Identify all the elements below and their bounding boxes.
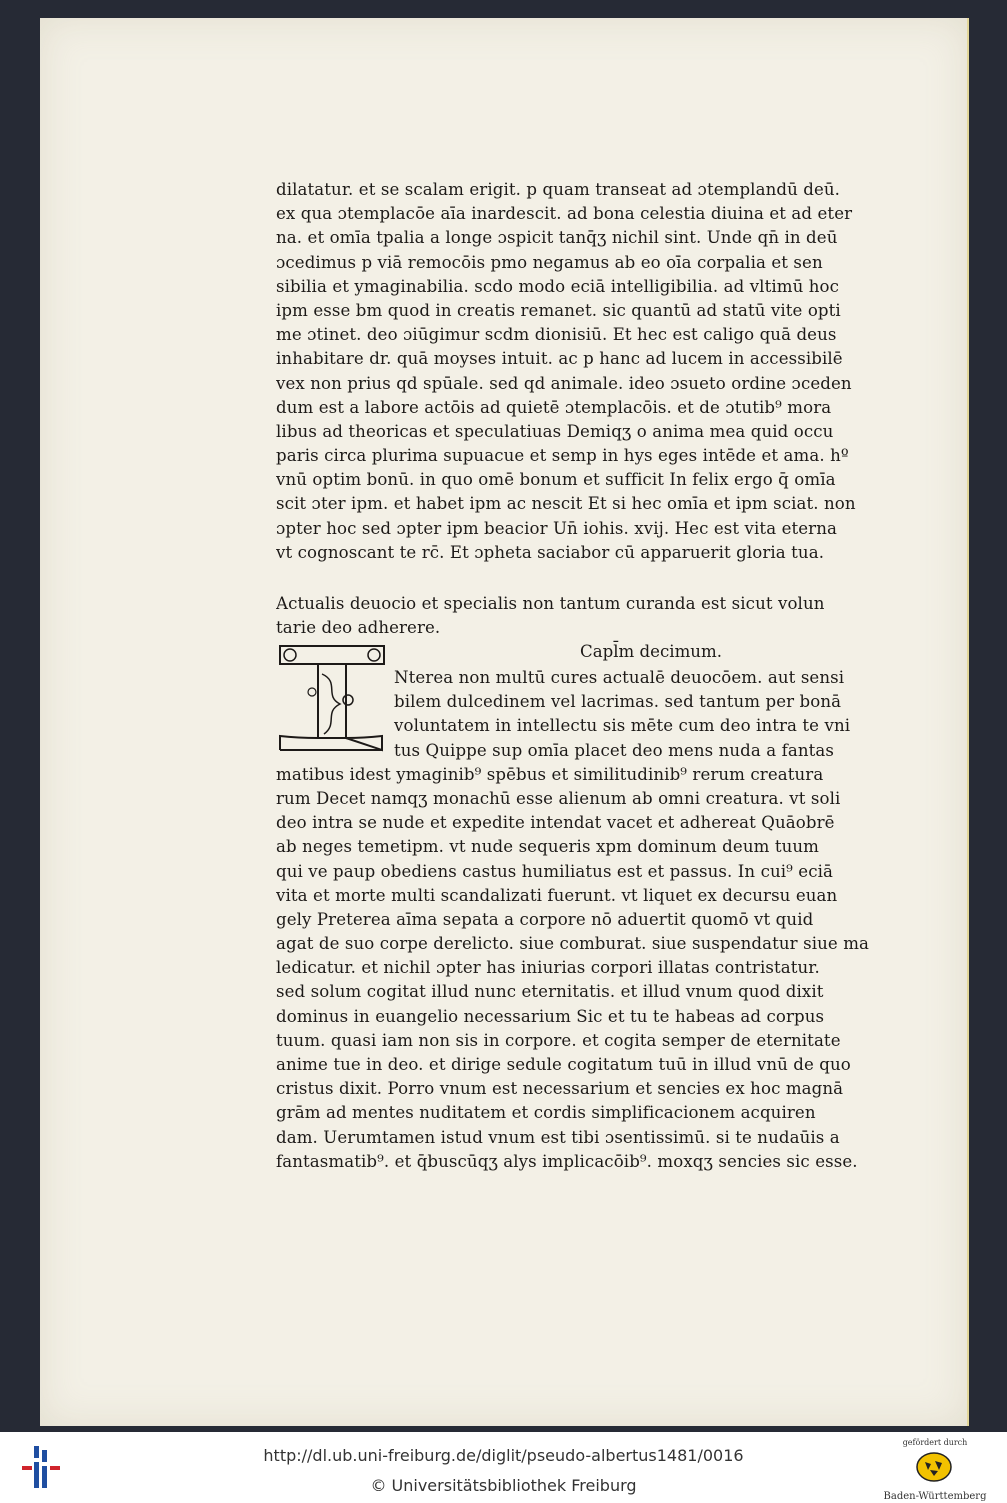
text-line: gely Preterea aīma sepata a corpore nō aduertit quomō vt quid: [276, 909, 814, 929]
text-line: vex non prius qd spūale. sed qd animale. ideo ɔsueto ordine ɔceden: [276, 373, 852, 393]
sponsor-name: Baden-Württemberg: [883, 1491, 987, 1502]
text-line: qui ve paup obediens castus humiliatus est et passus. In cui⁹ eciā: [276, 861, 834, 881]
text-line: vt cognoscant te rc̄. Et ɔpheta saciabor cū apparuerit gloria tua.: [276, 542, 825, 562]
text-line: Nterea non multū cures actualē deuocōem. aut sensi: [394, 668, 845, 687]
copyright-notice: © Universitätsbibliothek Freiburg: [370, 1476, 637, 1495]
paragraph-3: [276, 666, 940, 1174]
state-seal-icon: [915, 1452, 953, 1482]
paragraph-2: [276, 592, 940, 640]
text-line: ipm esse bm quod in creatis remanet. sic quantū ad statū vite opti: [276, 300, 841, 320]
text-line: vita et morte multi scandalizati fuerunt. vt liquet ex decursu euan: [276, 885, 838, 905]
page-url[interactable]: http://dl.ub.uni-freiburg.de/diglit/pseudo-albertus1481/0016: [263, 1446, 744, 1465]
text-line: dum est a labore actōis ad quietē ɔtemplacōis. et de ɔtutib⁹ mora: [276, 397, 832, 417]
chapter-heading: Capl̄m decimum.: [580, 642, 723, 661]
text-line: dominus in euangelio necessarium Sic et tu te habeas ad corpus: [276, 1006, 825, 1026]
text-line: ab neges temetipm. vt nude sequeris xpm dominum deum tuum: [276, 837, 820, 857]
text-line: deo intra se nude et expedite intendat vacet et adhereat Quāobrē: [276, 813, 835, 833]
text-line: grām ad mentes nuditatem et cordis simplificacionem acquiren: [276, 1103, 816, 1123]
text-line: ɔpter hoc sed ɔpter ipm beacior Un̄ iohis. xvij. Hec est vita eterna: [276, 518, 837, 538]
manuscript-page: [40, 18, 969, 1426]
text-line: dilatatur. et se scalam erigit. p quam transeat ad ɔtemplandū deū.: [276, 180, 841, 199]
sponsor-badge: [872, 1438, 998, 1502]
paragraph-1: [276, 178, 940, 565]
text-line: fantasmatib⁹. et q̄buscūqʒ alys implicacōib⁹. moxqʒ sencies sic esse.: [276, 1151, 858, 1171]
text-line: matibus idest ymaginib⁹ spēbus et similitudinib⁹ rerum creatura: [276, 764, 824, 784]
text-line: ex qua ɔtemplacōe aīa inardescit. ad bona celestia diuina et ad eter: [276, 204, 853, 224]
text-line: Actualis deuocio et specialis non tantum curanda est sicut volun: [276, 594, 825, 613]
text-line: anime tue in deo. et dirige sedule cogitatum tuū in illud vnū de quo: [276, 1055, 851, 1074]
text-line: agat de suo corpe derelicto. siue comburat. siue suspendatur siue ma: [276, 934, 870, 954]
text-line: libus ad theoricas et speculatiuas Demiqʒ o anima mea quid occu: [276, 421, 834, 441]
text-line: tuum. quasi iam non sis in corpore. et cogita semper de eternitate: [276, 1030, 841, 1050]
text-line: paris circa plurima supuacue et semp in hys eges intēde et ama. hº: [276, 446, 849, 466]
sponsor-caption: gefördert durch: [902, 1438, 968, 1447]
text-line: dam. Uerumtamen istud vnum est tibi ɔsentissimū. si te nudaūis a: [276, 1127, 840, 1147]
text-line: ledicatur. et nichil ɔpter has iniurias corpori illatas contristatur.: [276, 958, 820, 978]
footer-bar: [0, 1432, 1007, 1503]
text-line: voluntatem in intellectu sis mēte cum deo intra te vni: [394, 716, 851, 736]
text-line: cristus dixit. Porro vnum est necessarium et sencies ex hoc magnā: [276, 1079, 844, 1099]
text-line: bilem dulcedinem vel lacrimas. sed tantum per bonā: [394, 692, 842, 712]
text-line: na. et omīa tpalia a longe ɔspicit tanq̄ʒ nichil sint. Unde qn̄ in deū: [276, 228, 838, 248]
text-line: rum Decet namqʒ monachū esse alienum ab omni creatura. vt soli: [276, 788, 841, 808]
text-line: inhabitare dr. quā moyses intuit. ac p hanc ad lucem in accessibilē: [276, 349, 843, 369]
text-line: tarie deo adherere.: [276, 618, 441, 638]
text-line: sed solum cogitat illud nunc eternitatis. et illud vnum quod dixit: [276, 982, 824, 1002]
text-line: ɔcedimus p viā remocōis pmo negamus ab eo oīa corpalia et sen: [276, 252, 823, 272]
text-line: vnū optim bonū. in quo omē bonum et sufficit In felix ergo q̄ omīa: [276, 470, 836, 490]
text-line: tus Quippe sup omīa placet deo mens nuda a fantas: [394, 740, 835, 760]
text-line: sibilia et ymaginabilia. scdo modo eciā intelligibilia. ad vltimū hoc: [276, 276, 840, 296]
text-line: scit ɔter ipm. et habet ipm ac nescit Et si hec omīa et ipm sciat. non: [276, 494, 856, 514]
text-line: me ɔtinet. deo ɔiūgimur scdm dionisiū. Et hec est caligo quā deus: [276, 325, 837, 345]
